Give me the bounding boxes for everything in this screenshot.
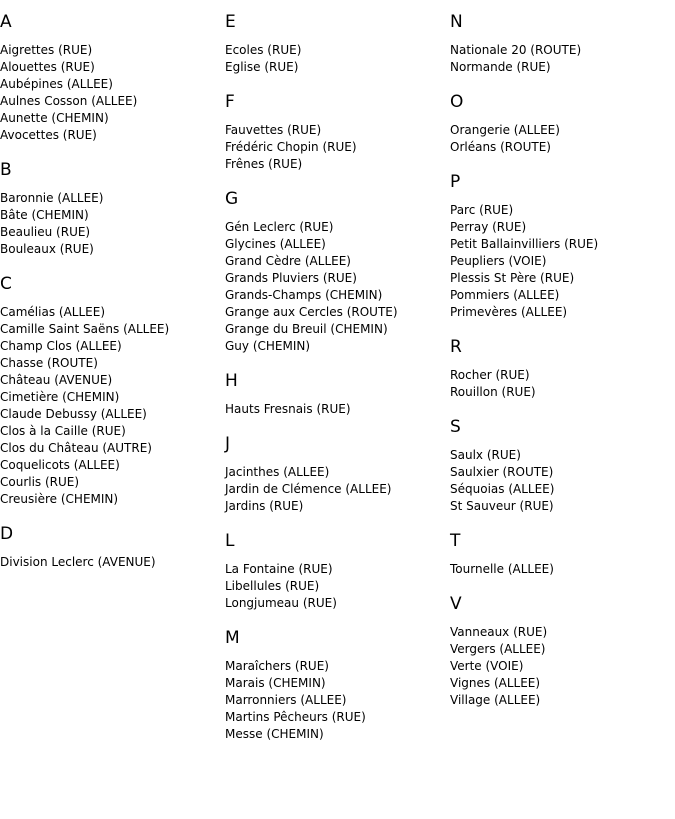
letter-heading: D bbox=[0, 524, 14, 544]
letter-section bbox=[450, 172, 675, 321]
street-item: Gén Leclerc (RUE) bbox=[225, 220, 334, 234]
letter-section bbox=[450, 337, 675, 401]
letter-heading: M bbox=[225, 628, 240, 648]
street-item: Courlis (RUE) bbox=[0, 475, 80, 489]
street-item: Baronnie (ALLEE) bbox=[0, 191, 104, 205]
street-item: Parc (RUE) bbox=[450, 203, 514, 217]
street-item: Avocettes (RUE) bbox=[0, 128, 97, 142]
street-item: Division Leclerc (AVENUE) bbox=[0, 555, 156, 569]
street-item: Nationale 20 (ROUTE) bbox=[450, 43, 582, 57]
street-item: Champ Clos (ALLEE) bbox=[0, 339, 122, 353]
street-item: Vanneaux (RUE) bbox=[450, 625, 548, 639]
street-item: Séquoias (ALLEE) bbox=[450, 482, 555, 496]
street-item: Vergers (ALLEE) bbox=[450, 642, 546, 656]
street-item: Clos du Château (AUTRE) bbox=[0, 441, 152, 455]
street-item: Jardin de Clémence (ALLEE) bbox=[225, 482, 392, 496]
street-item: Cimetière (CHEMIN) bbox=[0, 390, 120, 404]
street-item: Château (AVENUE) bbox=[0, 373, 113, 387]
street-item: Rouillon (RUE) bbox=[450, 385, 536, 399]
street-item: Clos à la Caille (RUE) bbox=[0, 424, 126, 438]
street-item: Bâte (CHEMIN) bbox=[0, 208, 89, 222]
street-item: Normande (RUE) bbox=[450, 60, 551, 74]
letter-heading: R bbox=[450, 337, 462, 357]
street-item: Saulx (RUE) bbox=[450, 448, 521, 462]
street-item: Village (ALLEE) bbox=[450, 693, 541, 707]
street-item: Aigrettes (RUE) bbox=[0, 43, 93, 57]
street-item: Aunette (CHEMIN) bbox=[0, 111, 109, 125]
street-item: Martins Pêcheurs (RUE) bbox=[225, 710, 366, 724]
street-item: Chasse (ROUTE) bbox=[0, 356, 98, 370]
street-item: Grange aux Cercles (ROUTE) bbox=[225, 305, 398, 319]
letter-section bbox=[225, 628, 450, 743]
street-item: Camille Saint Saëns (ALLEE) bbox=[0, 322, 170, 336]
letter-section bbox=[450, 594, 675, 709]
street-item: Eglise (RUE) bbox=[225, 60, 299, 74]
street-item: Grands Pluviers (RUE) bbox=[225, 271, 357, 285]
letter-heading: J bbox=[225, 434, 231, 454]
letter-section bbox=[0, 160, 225, 258]
street-item: Rocher (RUE) bbox=[450, 368, 530, 382]
letter-heading: V bbox=[450, 594, 462, 614]
street-item: Alouettes (RUE) bbox=[0, 60, 95, 74]
letter-section bbox=[450, 92, 675, 156]
letter-heading: T bbox=[450, 531, 461, 551]
street-item: Camélias (ALLEE) bbox=[0, 305, 105, 319]
letter-section bbox=[450, 417, 675, 515]
street-item: Fauvettes (RUE) bbox=[225, 123, 322, 137]
street-item: Bouleaux (RUE) bbox=[0, 242, 94, 256]
street-item: Beaulieu (RUE) bbox=[0, 225, 91, 239]
letter-heading: P bbox=[450, 172, 461, 192]
street-item: Tournelle (ALLEE) bbox=[450, 562, 554, 576]
street-item: Ecoles (RUE) bbox=[225, 43, 302, 57]
letter-section bbox=[225, 371, 450, 418]
letter-section bbox=[0, 274, 225, 508]
street-item: Orléans (ROUTE) bbox=[450, 140, 551, 154]
street-item: Creusière (CHEMIN) bbox=[0, 492, 119, 506]
street-item: Guy (CHEMIN) bbox=[225, 339, 311, 353]
street-item: Grands-Champs (CHEMIN) bbox=[225, 288, 383, 302]
letter-heading: E bbox=[225, 12, 236, 32]
street-item: Perray (RUE) bbox=[450, 220, 527, 234]
letter-heading: S bbox=[450, 417, 461, 437]
street-column-1 bbox=[0, 12, 225, 587]
street-column-2 bbox=[225, 12, 450, 759]
street-item: Marronniers (ALLEE) bbox=[225, 693, 347, 707]
letter-heading: F bbox=[225, 92, 235, 112]
street-item: Jacinthes (ALLEE) bbox=[225, 465, 330, 479]
street-item: Longjumeau (RUE) bbox=[225, 596, 337, 610]
street-item: Frédéric Chopin (RUE) bbox=[225, 140, 357, 154]
letter-heading: A bbox=[0, 12, 12, 32]
letter-heading: G bbox=[225, 189, 239, 209]
street-item: St Sauveur (RUE) bbox=[450, 499, 554, 513]
street-item: Orangerie (ALLEE) bbox=[450, 123, 560, 137]
street-item: Peupliers (VOIE) bbox=[450, 254, 547, 268]
letter-section bbox=[225, 12, 450, 76]
letter-heading: C bbox=[0, 274, 12, 294]
street-item: Coquelicots (ALLEE) bbox=[0, 458, 120, 472]
letter-section bbox=[225, 92, 450, 173]
street-item: Primevères (ALLEE) bbox=[450, 305, 568, 319]
street-item: Plessis St Père (RUE) bbox=[450, 271, 575, 285]
street-item: Aubépines (ALLEE) bbox=[0, 77, 113, 91]
letter-section bbox=[0, 524, 225, 571]
street-item: Libellules (RUE) bbox=[225, 579, 320, 593]
letter-heading: H bbox=[225, 371, 238, 391]
street-item: Petit Ballainvilliers (RUE) bbox=[450, 237, 599, 251]
letter-section bbox=[225, 531, 450, 612]
street-item: Verte (VOIE) bbox=[450, 659, 524, 673]
letter-heading: N bbox=[450, 12, 463, 32]
street-item: Glycines (ALLEE) bbox=[225, 237, 326, 251]
street-item: Marais (CHEMIN) bbox=[225, 676, 326, 690]
letter-heading: L bbox=[225, 531, 235, 551]
letter-section bbox=[225, 189, 450, 355]
street-column-3 bbox=[450, 12, 675, 725]
street-item: Aulnes Cosson (ALLEE) bbox=[0, 94, 138, 108]
letter-heading: O bbox=[450, 92, 464, 112]
street-item: Claude Debussy (ALLEE) bbox=[0, 407, 147, 421]
letter-section bbox=[450, 12, 675, 76]
street-item: Frênes (RUE) bbox=[225, 157, 303, 171]
street-item: Grand Cèdre (ALLEE) bbox=[225, 254, 351, 268]
street-item: Messe (CHEMIN) bbox=[225, 727, 324, 741]
letter-heading: B bbox=[0, 160, 12, 180]
letter-section bbox=[225, 434, 450, 515]
letter-section bbox=[450, 531, 675, 578]
letter-section bbox=[0, 12, 225, 144]
street-item: La Fontaine (RUE) bbox=[225, 562, 333, 576]
street-item: Saulxier (ROUTE) bbox=[450, 465, 554, 479]
street-item: Vignes (ALLEE) bbox=[450, 676, 541, 690]
street-item: Grange du Breuil (CHEMIN) bbox=[225, 322, 388, 336]
street-item: Jardins (RUE) bbox=[225, 499, 304, 513]
street-item: Pommiers (ALLEE) bbox=[450, 288, 560, 302]
street-item: Maraîchers (RUE) bbox=[225, 659, 329, 673]
street-item: Hauts Fresnais (RUE) bbox=[225, 402, 351, 416]
